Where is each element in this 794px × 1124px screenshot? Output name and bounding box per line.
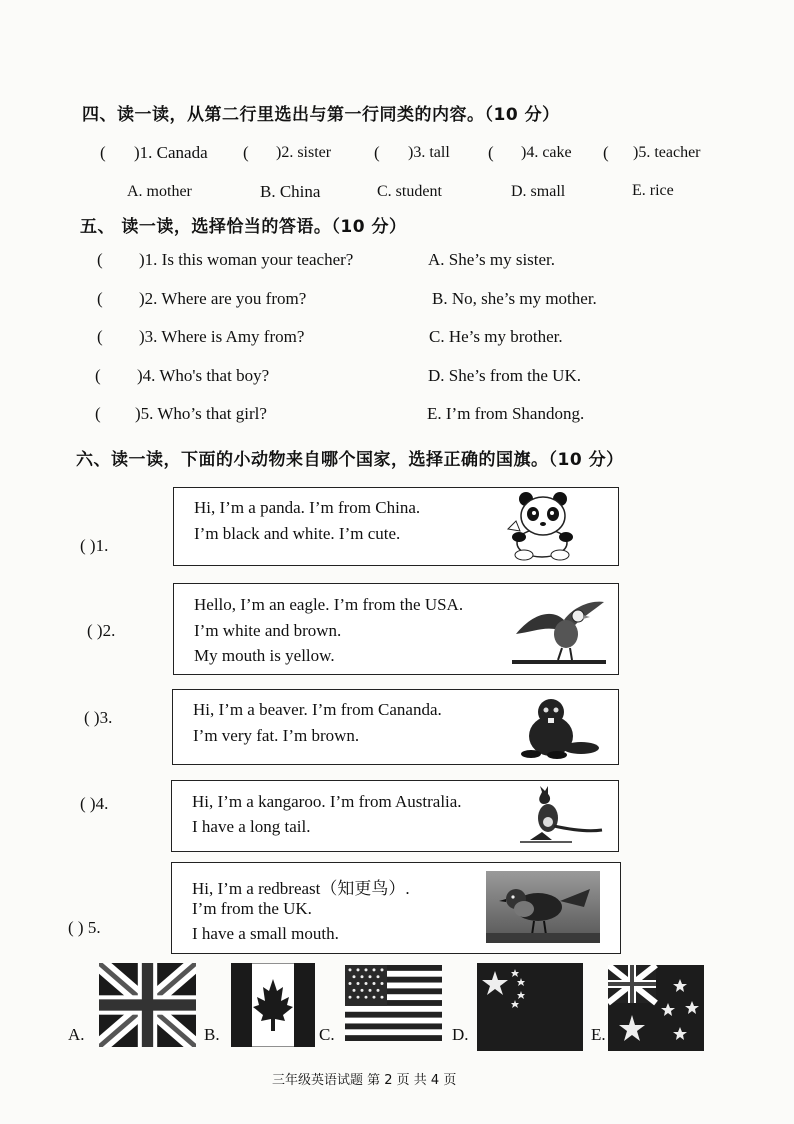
item-text: )3. tall <box>408 144 450 161</box>
animal-card <box>173 487 619 566</box>
card-line: Hi, I’m a redbreast（知更鸟）. <box>192 879 410 898</box>
item-number-label[interactable]: ( ) 5. <box>68 918 101 937</box>
card-line: Hello, I’m an eagle. I’m from the USA. <box>194 595 464 614</box>
animal-card <box>171 780 619 852</box>
flag-option-label: E. <box>591 1025 606 1044</box>
animal-card <box>173 583 619 675</box>
item-number-label[interactable]: ( )3. <box>84 708 113 727</box>
blank-paren[interactable]: ( <box>95 366 101 385</box>
flag-option-label: A. <box>68 1025 85 1044</box>
card-line: Hi, I’m a beaver. I’m from Cananda. <box>193 700 442 719</box>
option-text: D. small <box>511 183 566 200</box>
answer-text: B. No, she’s my mother. <box>432 289 597 308</box>
answer-text: A. She’s my sister. <box>428 250 556 269</box>
eagle-icon <box>512 596 606 666</box>
section-5-heading: 五、 读一读，选择恰当的答语。（10 分） <box>80 217 407 237</box>
panda-icon <box>502 491 582 561</box>
page-footer: 三年级英语试题 第 2 页 共 4 页 <box>272 1073 457 1088</box>
usa-flag-icon[interactable] <box>345 965 442 1041</box>
item-text: )1. Canada <box>134 143 208 162</box>
question-text: )4. Who's that boy? <box>137 366 270 385</box>
blank-paren[interactable]: ( <box>97 327 103 346</box>
option-text: E. rice <box>632 182 674 199</box>
blank-paren[interactable]: ( <box>374 143 380 162</box>
item-text: )4. cake <box>521 144 572 161</box>
section-6-heading: 六、读一读，下面的小动物来自哪个国家，选择正确的国旗。（10 分） <box>76 450 624 470</box>
redbreast-icon <box>486 871 600 943</box>
blank-paren[interactable]: ( <box>488 143 494 162</box>
item-text: )2. sister <box>276 144 332 161</box>
question-text: )1. Is this woman your teacher? <box>139 250 354 269</box>
blank-paren[interactable]: ( <box>243 143 249 162</box>
item-number-label[interactable]: ( )2. <box>87 621 116 640</box>
card-line: I’m very fat. I’m brown. <box>193 726 360 745</box>
item-number-label[interactable]: ( )4. <box>80 794 109 813</box>
uk-flag-icon[interactable] <box>99 963 196 1047</box>
blank-paren[interactable]: ( <box>95 404 101 423</box>
card-line: Hi, I’m a panda. I’m from China. <box>194 498 421 517</box>
blank-paren[interactable]: ( <box>97 289 103 308</box>
card-line: Hi, I’m a kangaroo. I’m from Australia. <box>192 792 462 811</box>
animal-card <box>171 862 621 954</box>
blank-paren[interactable]: ( <box>603 143 609 162</box>
blank-paren[interactable]: ( <box>97 250 103 269</box>
card-line: I’m white and brown. <box>194 621 342 640</box>
kangaroo-icon <box>512 786 604 846</box>
answer-text: D. She’s from the UK. <box>428 366 581 385</box>
card-line: I’m from the UK. <box>192 899 312 918</box>
card-line: I’m black and white. I’m cute. <box>194 524 401 543</box>
question-text: )2. Where are you from? <box>139 289 307 308</box>
item-text: )5. teacher <box>633 144 701 161</box>
option-text: B. China <box>260 182 321 201</box>
animal-card <box>172 689 619 765</box>
option-text: C. student <box>377 183 442 200</box>
canada-flag-icon[interactable] <box>231 963 315 1047</box>
option-text: A. mother <box>127 183 192 200</box>
flag-option-label: C. <box>319 1025 335 1044</box>
china-flag-icon[interactable] <box>477 963 583 1051</box>
flag-option-label: B. <box>204 1025 220 1044</box>
card-line: I have a small mouth. <box>192 924 339 943</box>
blank-paren[interactable]: ( <box>100 143 106 162</box>
card-line: My mouth is yellow. <box>194 646 335 665</box>
question-text: )5. Who’s that girl? <box>135 404 267 423</box>
australia-flag-icon[interactable] <box>608 965 704 1051</box>
card-line: I have a long tail. <box>192 817 311 836</box>
answer-text: E. I’m from Shandong. <box>427 404 585 423</box>
question-text: )3. Where is Amy from? <box>139 327 305 346</box>
beaver-icon <box>517 696 601 760</box>
flag-option-label: D. <box>452 1025 469 1044</box>
answer-text: C. He’s my brother. <box>429 327 563 346</box>
item-number-label[interactable]: ( )1. <box>80 536 109 555</box>
section-4-heading: 四、读一读，从第二行里选出与第一行同类的内容。（10 分） <box>82 105 560 125</box>
